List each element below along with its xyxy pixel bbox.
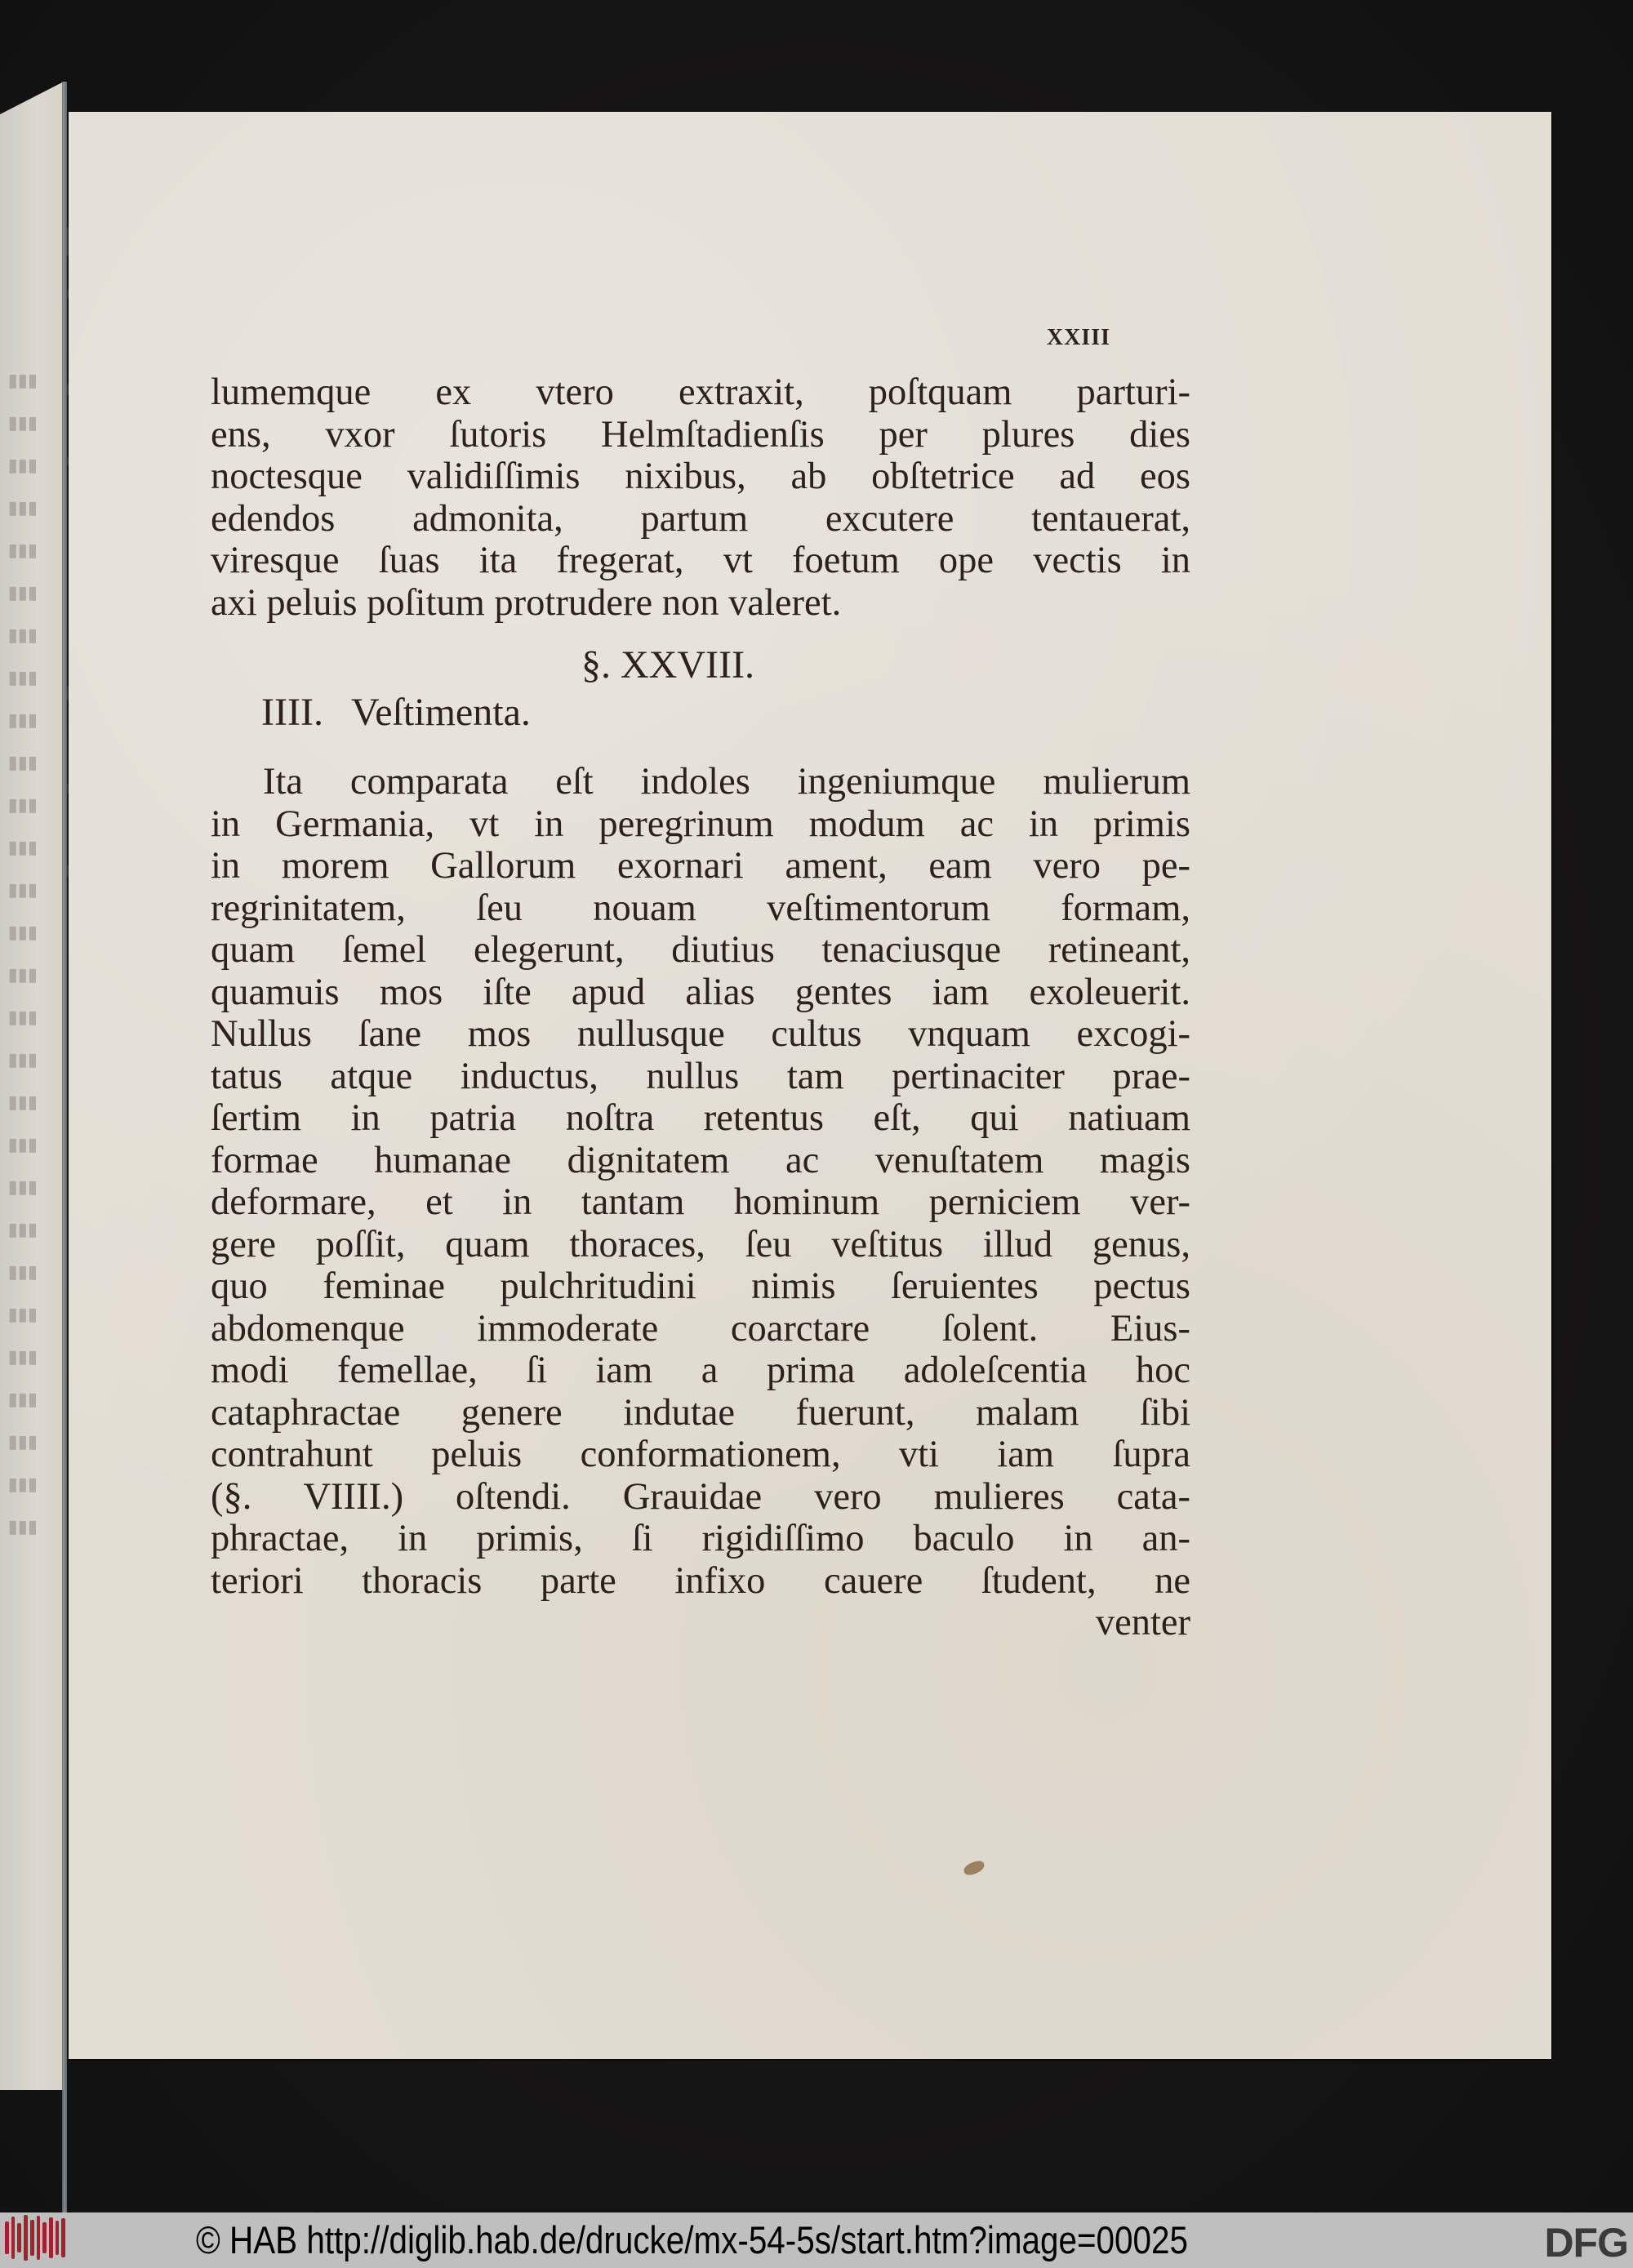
text-line: regrinitatem, ſeu nouam veſtimentorum formam,	[211, 887, 1190, 929]
text-line: teriori thoracis parte infixo cauere ſtudent, ne	[211, 1559, 1190, 1602]
page-text	[211, 371, 1190, 1644]
ink-blot	[962, 1859, 986, 1877]
text-line: formae humanae dignitatem ac venuſtatem magis	[211, 1139, 1190, 1181]
text-line: viresque ſuas ita fregerat, vt foetum ope vectis in	[211, 540, 1190, 581]
hab-logo-icon	[5, 2214, 65, 2261]
book-page	[69, 112, 1551, 2059]
text-line: quamuis mos iſte apud alias gentes iam exoleuerit.	[211, 971, 1190, 1013]
page-number: xxiii	[1046, 315, 1110, 352]
text-line: abdomenque immoderate coarctare ſolent. Eius-	[211, 1307, 1190, 1350]
text-line: phractae, in primis, ſi rigidiſſimo baculo in an-	[211, 1518, 1190, 1559]
catchword: venter	[1095, 1602, 1190, 1643]
footer-bar	[0, 2212, 1633, 2268]
subheading-number: IIII.	[261, 691, 323, 734]
section-heading: §. XXVIII.	[581, 643, 754, 687]
text-line: in Germania, vt in peregrinum modum ac in primis	[211, 803, 1190, 845]
text-line: cataphractae genere indutae fuerunt, malam ſibi	[211, 1391, 1190, 1434]
text-line: gere poſſit, quam thoraces, ſeu veſtitus illud genus,	[211, 1223, 1190, 1265]
text-line: Ita comparata eſt indoles ingeniumque mulierum	[263, 761, 1190, 803]
text-line: axi peluis poſitum protrudere non valeret.	[211, 581, 842, 624]
text-line: deformare, et in tantam hominum perniciem ver-	[211, 1181, 1190, 1223]
text-line: (§. VIIII.) oſtendi. Grauidae vero mulieres cata-	[211, 1475, 1190, 1518]
text-line: edendos admonita, partum excutere tentauerat,	[211, 497, 1190, 540]
text-line: in morem Gallorum exornari ament, eam vero pe-	[211, 845, 1190, 887]
text-line: modi femellae, ſi iam a prima adoleſcentia hoc	[211, 1350, 1190, 1391]
text-line: quo feminae pulchritudini nimis ſeruientes pectus	[211, 1265, 1190, 1307]
text-line: quam ſemel elegerunt, diutius tenaciusque retineant,	[211, 929, 1190, 971]
dfg-logo-icon: DFG	[1544, 2220, 1628, 2266]
text-line: Nullus ſane mos nullusque cultus vnquam excogi-	[211, 1013, 1190, 1055]
adjacent-page-bleedthrough: ▮▮▮ ▮▮▮ ▮▮▮ ▮▮▮ ▮▮▮ ▮▮▮ ▮▮▮ ▮▮▮ ▮▮▮ ▮▮▮ ▮▮▮ ▮▮▮ ▮▮▮ ▮▮▮ ▮▮▮ ▮▮▮ ▮▮▮ ▮▮▮ ▮▮▮ ▮▮▮ ▮▮▮ ▮▮▮ ▮▮▮ ▮▮▮ ▮▮▮ ▮▮▮ ▮▮▮ ▮▮▮	[7, 370, 38, 1536]
paragraph-continued	[211, 371, 1190, 624]
text-line: ſertim in patria noſtra retentus eſt, qui natiuam	[211, 1097, 1190, 1139]
subheading-title: Veſtimenta.	[350, 691, 531, 734]
subheading	[211, 689, 1190, 736]
text-line: lumemque ex vtero extraxit, poſtquam parturi-	[211, 371, 1190, 413]
paragraph	[211, 761, 1190, 1602]
text-line: contrahunt peluis conformationem, vti iam ſupra	[211, 1434, 1190, 1475]
text-line: ens, vxor ſutoris Helmſtadienſis per plures dies	[211, 413, 1190, 456]
text-line: tatus atque inductus, nullus tam pertinaciter prae-	[211, 1055, 1190, 1097]
text-line: noctesque validiſſimis nixibus, ab obſtetrice ad eos	[211, 456, 1190, 497]
copyright-url[interactable]: © HAB http://diglib.hab.de/drucke/mx-54-5s/start.htm?image=00025	[196, 2218, 1188, 2261]
